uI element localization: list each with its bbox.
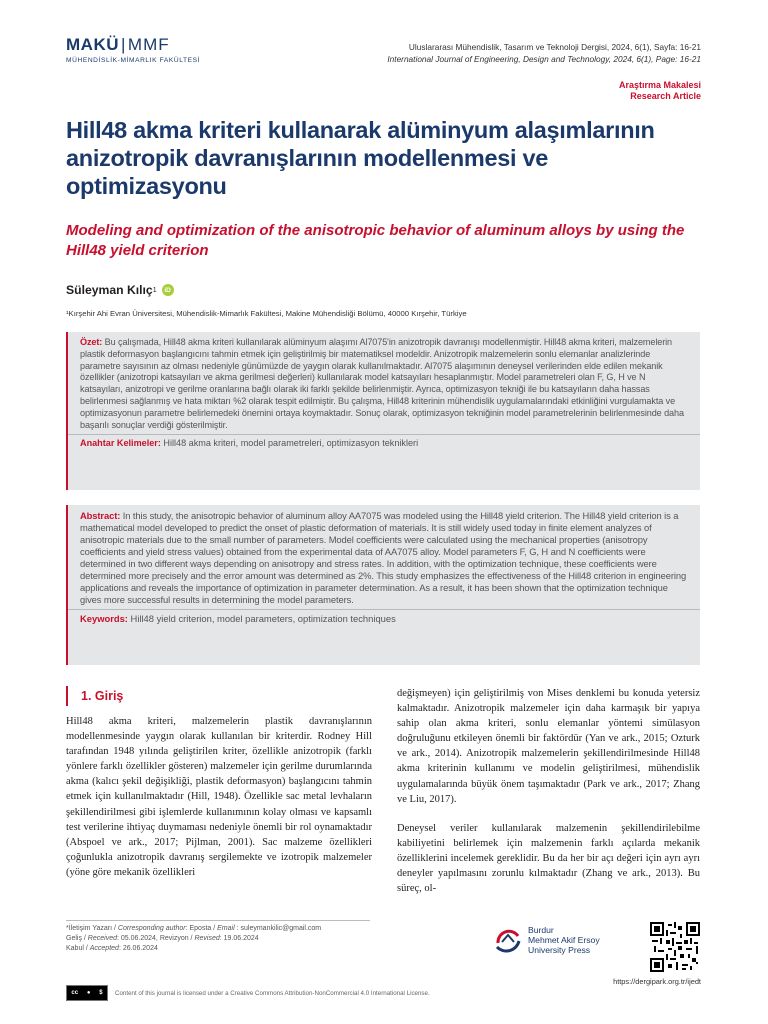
footnote-divider [66, 920, 370, 921]
license-text: Content of this journal is licensed under a Creative Commons Attribution-NonCommercial 4.0 International License. [115, 989, 430, 997]
cc-license-badge[interactable] [66, 985, 108, 1001]
author-affiliation-marker: 1 [152, 286, 157, 294]
abstract-tr [68, 332, 700, 434]
body-paragraph: Deneysel veriler kullanılarak malzemenin şekillendirilebilme kabiliyetini belirlemek için malzemenin farklı açılarda mekanik özelliklerini incelemek gereklidir. Bu da her bir açı değeri için ayrı ayrı deneyler yapılmasını zorunlu kılmaktadır (Zhang ve ark., 2013). Bu süreç, ol- [397, 822, 700, 895]
body-paragraph: Hill48 akma kriteri, malzemelerin plastik davranışlarının modellenmesinde yaygın olarak kullanılan bir kriterdir. Rodney Hill tarafından 1948 yılında geliştirilen kriter, özellikle anizotropik (farklı yönlere farklı özellikler gösteren) malzemeler için gerilme durumlarında akma (kalıcı şekil değişikliği, plastik deformasyon) başlangıcını tahmin etmek için kullanılmaktadır (Hill, 1948). Özellikle sac metal levhaların şekillendirilmesi gibi işlemlerde kullanımının kolay olması ve kapsamlı test verilerine ihtiyaç duymaması nedeniyle önemli bir rol oynamaktadır (Abspoel ve ark., 2017; Pijlman, 2001). Sac malzeme özellikleri çoğunlukla anizotropik davranış sergilemekte ve izotropik malzemeler (yöne göre mekanik özellikleri [66, 716, 372, 878]
author-affiliation: ¹Kırşehir Ahi Evran Üniversitesi, Mühendislik-Mimarlık Fakültesi, Makine Mühendisliği Bölümü, 40000 Kırşehir, Türkiye [66, 309, 467, 318]
section-heading-introduction: 1. Giriş [66, 686, 123, 706]
abstract-label-en: Abstract: [80, 510, 121, 521]
logo-subtitle: MÜHENDİSLİK-MİMARLIK FAKÜLTESİ [66, 57, 201, 64]
journal-url-link[interactable]: https://dergipark.org.tr/ijedt [613, 977, 701, 986]
nc-icon: $ [99, 990, 103, 996]
abstract-box-en [66, 505, 700, 665]
keywords-label-tr: Anahtar Kelimeler: [80, 438, 161, 449]
corresponding-author-line: *İletişim Yazarı / Corresponding author: Eposta / Email : suleymankilic@gmail.com [66, 925, 322, 932]
journal-citation [387, 41, 701, 65]
author-name: Süleyman Kılıç [66, 283, 153, 297]
journal-citation-tr: Uluslararası Mühendislik, Tasarım ve Teknoloji Dergisi, 2024, 6(1), Sayfa: 16-21 [408, 42, 701, 52]
logo-wordmark: MAKÜ | MMF [66, 35, 170, 54]
by-icon: ● [86, 990, 91, 996]
paper-title-en: Modeling and optimization of the anisotropic behavior of aluminum alloys by using the Hill48 yield criterion [66, 222, 685, 259]
abstract-text-en: In this study, the anisotropic behavior of aluminum alloy AA7075 was modeled using the Hill48 yield criterion. The Hill48 yield criterion is a mathematical model developed to predict the onset of plastic deformation of materials. It is still widely used today in finite element analyzes of anisotropic materials due to the small number of parameters. Model coefficients were calculated using the mechanical properties (anisotropy coefficients and yield stress values) obtained from the experimental data of AA7075 alloy. Model parameters F, G, H and N coefficients were determined in two different ways depending on anisotropy and stress rates. In addition, with the optimization technique, these coefficients were determined more precisely and the error amount was determined as 2%. This study emphasizes the effectiveness of the Hill48 criterion in engineering applications and reveals the importance of optimization in parameter determination. As a result, it has been shown that the optimization technique gives more successful results in determining the model parameters. [80, 510, 687, 605]
journal-logo [66, 36, 200, 64]
university-press-name: Burdur Mehmet Akif Ersoy University Press [528, 925, 600, 955]
article-type-tr: Araştırma Makalesi [618, 80, 701, 90]
keywords-tr [68, 434, 700, 454]
keywords-en [68, 609, 700, 629]
qr-code-icon [650, 922, 700, 972]
university-press [494, 925, 600, 955]
corresponding-email[interactable]: suleymankilic@gmail.com [240, 925, 322, 932]
cc-icon: cc [71, 990, 79, 996]
orcid-icon[interactable]: iD [162, 284, 174, 296]
abstract-text-tr: Bu çalışmada, Hill48 akma kriteri kullanılarak alüminyum alaşımı Al7075'in anizotropik davranışı modellenmiştir. Hill48 akma kriteri, malzemelerin plastik deformasyon başlangıcını tahmin etmek için geliştirilmiş bir matematiksel modeldir. Anizotropik malzemelerin sonlu elemanlar analizlerinde parametre sayısının az olması nedeniyle günümüzde de yaygın olarak kullanılmaktadır. Al7075 alaşımının deneysel verilerinden elde edilen mekanik özellikler (anizotropi katsayıları ve akma gerilmesi değerleri) kullanılarak model katsayıları hesaplanmıştır. Model parametreleri olan F, G, H ve N katsayıları, anizotropi ve gerilme oranlarına bağlı olarak iki farklı şekilde belirlenmiştir. Ayrıca, optimizasyon tekniği ile bu katsayıların daha hassas belirlenmesi sağlanmış ve hata miktarı %2 olarak tespit edilmiştir. Bu çalışma, Hill48 kriterinin mühendislik uygulamalarındaki etkinliğini vurgulamakta ve optimizasyonun parametre belirlemedeki önemini ortaya koymaktadır. Sonuç olarak, optimizasyon tekniğinin model parametrelerinin belirlenmesinde daha başarılı sonuçlar verdiği gösterilmiştir. [80, 337, 684, 430]
keywords-label-en: Keywords: [80, 613, 128, 624]
footnote [66, 924, 321, 953]
abstract-box-tr [66, 332, 700, 490]
received-line: Geliş / Received: 05.06.2024, Revizyon / Revised: 19.06.2024 [66, 934, 259, 942]
abstract-label-tr: Özet: [80, 337, 103, 347]
author-line [66, 283, 174, 297]
paper-title-tr: Hill48 akma kriteri kullanarak alüminyum alaşımlarının anizotropik davranışlarının modellenmesi ve optimizasyonu [66, 117, 655, 199]
university-press-logo-icon [494, 927, 522, 953]
keywords-text-en: Hill48 yield criterion, model parameters, optimization techniques [127, 613, 396, 624]
body-paragraph: değişmeyen) için geliştirilmiş von Mises denklemi bu konuda yetersiz kalmaktadır. Anizotropik malzemeler için daha karmaşık bir yapıya sahip olan akma kriteri, sonlu elemanlar yöntemi simülasyon doğruluğunu etkileyen önemli bir faktördür (Yan ve ark., 2015; Ozturk ve ark., 2014). Anizotropik malzemelerin şekillendirilmesinde Hill48 akma kriterinin kullanımı ve modelin geliştirilmesi, mühendislik uygulamalarında büyük önem taşımaktadır (Park ve ark., 2017; Zhang ve Liu, 2017). [397, 688, 700, 805]
abstract-en [68, 505, 700, 609]
article-type [619, 80, 701, 102]
accepted-line: Kabul / Accepted: 26.06.2024 [66, 944, 158, 952]
body-column-left [66, 714, 372, 880]
keywords-text-tr: Hill48 akma kriteri, model parametreleri, optimizasyon teknikleri [160, 438, 419, 449]
license-notice [66, 985, 430, 1001]
body-column-right [397, 686, 700, 896]
journal-citation-en: International Journal of Engineering, Design and Technology, 2024, 6(1), Page: 16-21 [387, 54, 701, 64]
article-type-en: Research Article [630, 91, 701, 101]
